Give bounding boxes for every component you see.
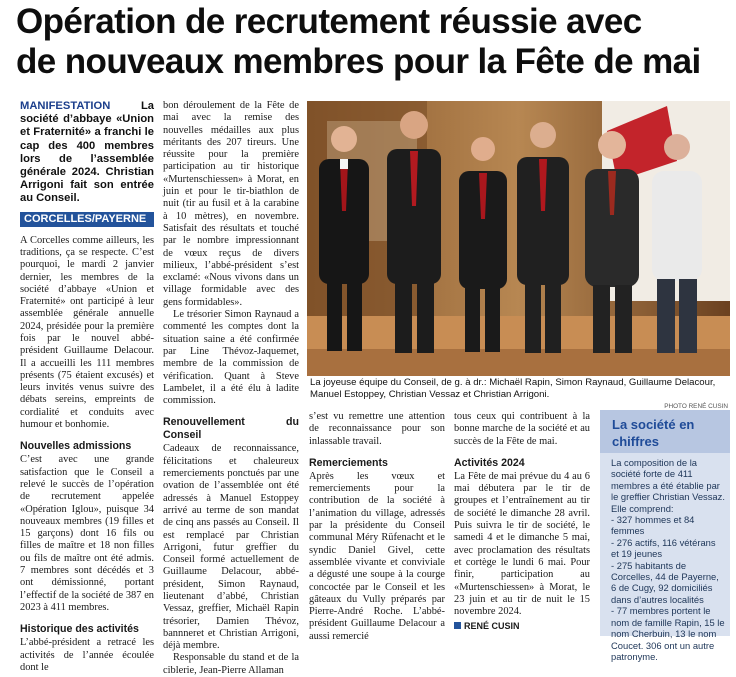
paragraph: Après les vœux et remerciements pour la contribution de la société à l’animation du village, adressés par la présidente du Conseil communal Méry Rüfenacht et le syndic Daniel Givel, cette assemblée vivante et conviviale a dégusté une soupe à la courge concoctée par le Conseil et les gâteaux du Vully préparés par Pierre-André Roche. L’abbé-président Guillaume Delacour a aussi remercié <box>309 470 445 642</box>
chapo <box>20 100 154 206</box>
facts-box <box>600 410 730 662</box>
column-4 <box>454 411 590 633</box>
paragraph: L’abbé-président a retracé les activités de l’année écoulée dont le <box>20 637 154 673</box>
author-signature <box>454 620 590 632</box>
council-photo <box>307 101 730 376</box>
column-1 <box>20 100 154 674</box>
photo-caption: La joyeuse équipe du Conseil, de g. à dr.: Michaël Rapin, Simon Raynaud, Guillaume Delacour, Manuel Estoppey, Christian Vessaz et Christian Arrigoni. <box>310 377 716 400</box>
paragraph: Cadeaux de reconnaissance, félicitations et chaleureux remerciements ponctués par une ovation de l’assemblée ont été adressés à Manuel Estoppey arrivé au terme de son mandat de cinq ans passés au Conseil. Il est remplacé par Christian Arrigoni, futur greffier du Conseil formé actuellement de Guillaume Delacour, abbé-président, Simon Raynaud, lieutenant d’abbé, Christian Vessaz, greffier, Michaël Rapin trésorier, Damien Thévoz, bannneret et Christian Arrigoni, déjà membre. <box>163 443 299 652</box>
paragraph: tous ceux qui contribuent à la bonne marche de la société et au succès de la Fête de mai. <box>454 411 590 447</box>
subheading-activites: Activités 2024 <box>454 456 525 469</box>
paragraph: bon déroulement de la Fête de mai avec la remise des nouvelles médailles aux plus méritants des 207 tireurs. Une réussite pour la première participation au tir historique «Murtenschiessen» à Morat, en juin et pour le tir-biathlon de nuit (tir au fusil et à la carabine à 10 mètres), en novembre. Satisfait des résultats et touché par le nombre impressionnant de vœux reçus de divers milieux, l’abbé-président s’est exclamé: «Nous vivons dans un village formidable avec des gens formidables». <box>163 100 299 308</box>
facts-item: - 276 actifs, 116 vétérans et 19 jeunes <box>611 536 716 560</box>
facts-item: - 327 hommes et 84 femmes <box>611 514 695 537</box>
facts-box-title: La société en chiffres <box>600 410 730 453</box>
location-bar: CORCELLES/PAYERNE <box>20 212 154 227</box>
paragraph: Responsable du stand et de la ciblerie, Jean-Pierre Allaman <box>163 652 299 676</box>
paragraph: C’est avec une grande satisfaction que le Conseil a relevé le succès de l’opération de recrutement appelée «Opération Iglou», puisque 34 nouveaux membres (19 filles et 15 garçons) dont 16 fils ou filles de maître et 18 non filles ou fils de maître ont été admis. 7 membres sont décédés et 3 ont démissionné, portant l’effectif de la société de 387 en 2023 à 411 membres. <box>20 454 154 613</box>
column-3 <box>309 411 445 643</box>
paragraph: La Fête de mai prévue du 4 au 6 mai débutera par le tir de groupes et l’entraînement au tir de société le dimanche 28 avril. Puis suivra le tir de société, le samedi 4 et le dimanche 5 mai, avec proclamation des résultats et cortège le lundi 6 mai. Pour finir, participation au «Murtenschiessen» à Morat, le 23 juin et au tir de nuit le 15 novembre 2024. <box>454 470 590 618</box>
facts-item: - 275 habitants de Corcelles, 44 de Payerne, 6 de Cugy, 92 domiciliés dans d’autres localités <box>611 559 719 605</box>
chapo-text: La société d’abbaye «Union et Fraternité» a franchi le cap des 400 membres lors de l’assemblée générale 2024. Christian Arrigoni fait son entrée au Conseil. <box>20 100 154 205</box>
column-2 <box>163 100 299 677</box>
facts-intro: La composition de la société forte de 411 membres a été établie par le greffier Christian Vessaz. Elle comprend: <box>611 457 725 514</box>
paragraph: Le trésorier Simon Raynaud a commenté les comptes dont la situation saine a été confirmée par Line Thévoz-Jaquemet, membre de la commission de vérification. Quant à Steve Lambelet, il a été élu à ladite commission. <box>163 309 299 407</box>
headline <box>16 2 728 82</box>
group-photo-illustration <box>307 101 730 376</box>
subheading-admissions: Nouvelles admissions <box>20 440 132 453</box>
author-name: RENÉ CUSIN <box>464 621 520 632</box>
headline-line-2: de nouveaux membres pour la Fête de mai <box>16 42 701 81</box>
facts-item: - 77 membres portent le nom de famille Rapin, 15 le nom Cherbuin, 13 le nom Coucet. 306 ont un autre patronyme. <box>611 605 725 662</box>
photo-credit: PHOTO RENÉ CUSIN <box>664 403 728 410</box>
kicker: MANIFESTATION <box>20 100 111 112</box>
facts-box-body <box>600 453 730 662</box>
subheading-historique: Historique des activités <box>20 623 139 636</box>
headline-line-1: Opération de recrutement réussie avec <box>16 2 642 41</box>
square-bullet-icon <box>454 622 461 629</box>
paragraph: A Corcelles comme ailleurs, les traditions, ça se respecte. C’est pourquoi, le mardi 2 janvier dernier, les membres de la société d’abbaye «Union et Fraternité» ont participé à leur assemblée générale annuelle 2024, présidée pour la première fois par le nouvel abbé-président Guillaume Delacour. Il a accueilli les 111 membres présents (75 étaient excusés) et leurs invités venus suivre des débats sereins, empreints de cordialité et conduits avec humour et bonhomie. <box>20 234 154 431</box>
subheading-conseil: Renouvellement du Conseil <box>163 416 299 442</box>
paragraph: s’est vu remettre une attention de reconnaissance pour son inlassable travail. <box>309 411 445 447</box>
subheading-remerciements: Remerciements <box>309 456 388 469</box>
